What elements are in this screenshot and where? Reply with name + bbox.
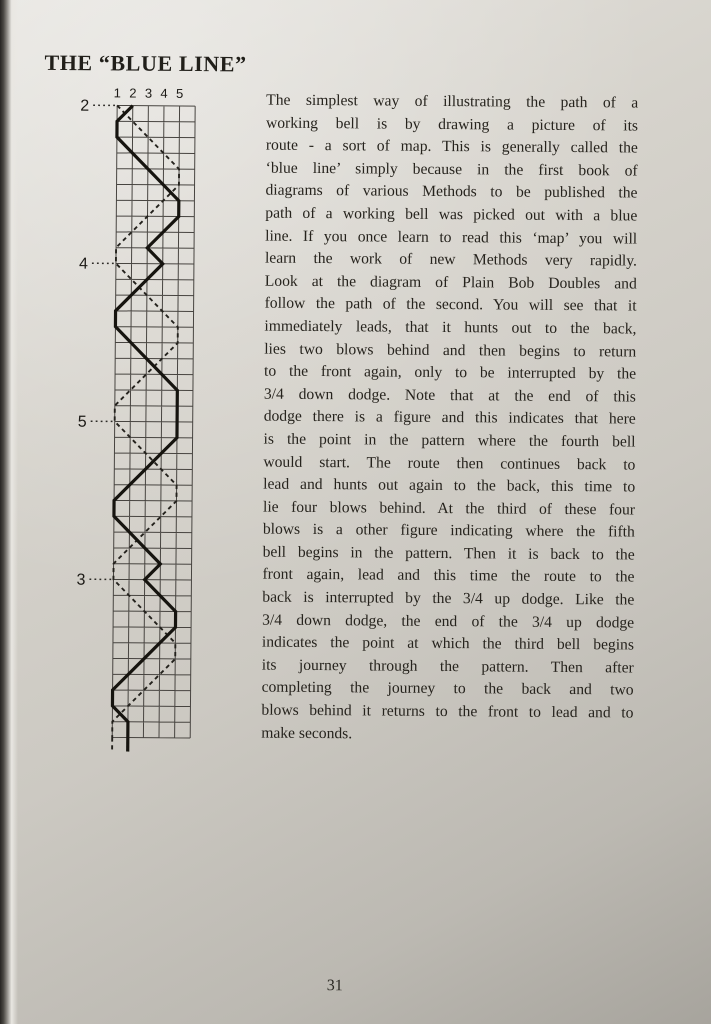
text-line: follow the path of the second. You will see that it	[264, 294, 637, 315]
text-line: lead and hunts out again to the back, this time to	[263, 475, 636, 496]
text-line: lie four blows behind. At the third of these four	[262, 498, 636, 519]
text-line: diagrams of various Methods to be published the	[265, 181, 638, 202]
column-header: 1	[113, 85, 121, 101]
text-line: dodge there is a figure and this indicates that here	[263, 407, 636, 428]
text-line: immediately leads, that it hunts out to the back,	[264, 317, 637, 338]
text-line: its journey through the pattern. Then after	[261, 656, 634, 677]
page-number: 31	[326, 977, 343, 995]
text-line: path of a working bell was picked out with a blue	[265, 204, 638, 225]
column-header: 5	[175, 85, 184, 101]
column-header: 4	[160, 85, 168, 101]
text-line: 3/4 down dodge. Note that at the end of this	[263, 385, 636, 406]
bell-start-label: 4	[78, 255, 88, 273]
text-line: route - a sort of map. This is generally called the	[265, 136, 638, 157]
text-line: line. If you once learn to read this ‘map’ you will	[265, 227, 638, 248]
bell-start-label: 2	[80, 97, 90, 115]
text-line: make seconds.	[261, 724, 353, 742]
bell-start-label: 5	[77, 413, 87, 431]
text-line: Look at the diagram of Plain Bob Doubles and	[264, 272, 637, 293]
blue-line-diagram	[44, 82, 219, 783]
text-line: 3/4 down dodge, the end of the 3/4 up dodge	[262, 611, 635, 632]
column-header: 3	[144, 85, 153, 101]
column-header: 2	[129, 85, 137, 101]
page-title: THE “BLUE LINE”	[44, 49, 247, 77]
text-line: ‘blue line’ simply because in the first book of	[265, 159, 638, 180]
text-line: completing the journey to the back and two	[261, 679, 634, 699]
text-line: learn the work of new Methods very rapidly.	[264, 249, 638, 270]
text-line: blows behind it returns to the front to lead and to	[261, 701, 634, 722]
bell-start-label: 3	[76, 571, 86, 589]
body-paragraph	[261, 90, 638, 748]
column-headers	[114, 85, 184, 101]
text-line: working bell is by drawing a picture of its	[265, 114, 639, 135]
text-line: The simplest way of illustrating the path of a	[266, 91, 639, 112]
text-line: would start. The route then continues back to	[263, 453, 636, 474]
text-line: indicates the point at which the third bell begins	[261, 633, 635, 654]
text-line: lies two blows behind and then begins to return	[264, 340, 637, 361]
diagram-grid	[112, 105, 195, 738]
text-line: back is interrupted by the 3/4 up dodge. Like the	[262, 588, 635, 609]
text-line: front again, lead and this time the route to the	[262, 566, 635, 586]
text-line: is the point in the pattern where the fourth bell	[263, 430, 636, 451]
text-line: blows is a other figure indicating where the fifth	[262, 520, 635, 541]
start-labels	[76, 98, 115, 589]
text-line: bell begins in the pattern. Then it is back to the	[262, 543, 635, 564]
text-line: to the front again, only to be interrupted by the	[264, 362, 637, 383]
